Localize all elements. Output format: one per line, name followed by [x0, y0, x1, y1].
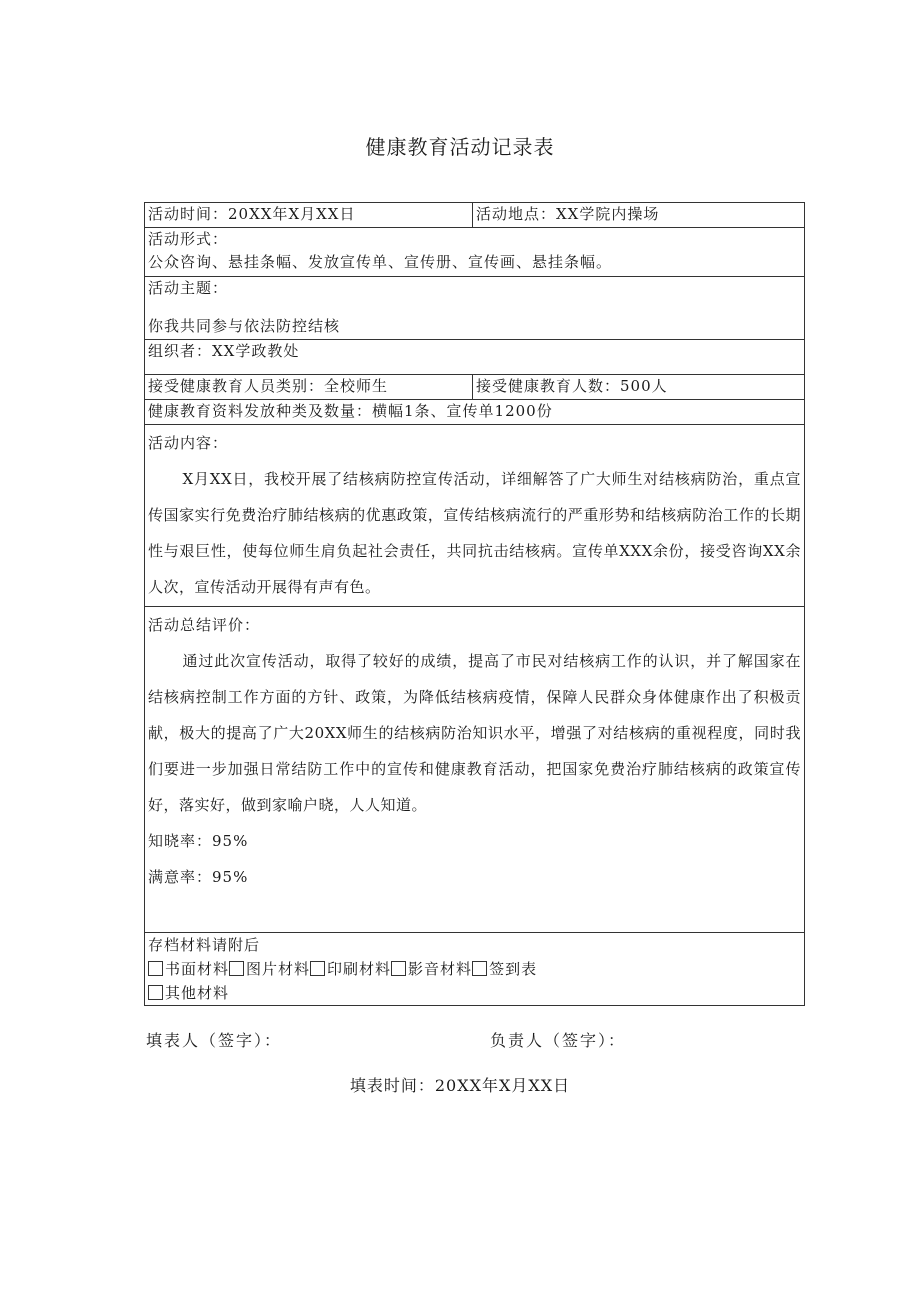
checkbox-printed-materials[interactable]: 印刷材料 [310, 960, 391, 978]
activity-theme-value: 你我共同参与依法防控结核 [148, 317, 341, 335]
summary-label: 活动总结评价： [148, 616, 261, 634]
content-text: X月XX日，我校开展了结核病防控宣传活动，详细解答了广大师生对结核病防治，重点宣传国家实行免费治疗肺结核病的优惠政策，宣传结核病流行的严重形势和结核病防治工作的长期性与艰巨性，使每位师生肩负起社会责任，共同抗击结核病。宣传单XXX余份，接受咨询XX余人次，宣传活动开展得有声有色。 [148, 470, 801, 596]
filler-signature: 填表人（签字）： [146, 1031, 283, 1050]
checkbox-square-icon [310, 961, 325, 976]
satisfaction-rate: 满意率：95% [148, 868, 249, 886]
summary-cell [145, 607, 805, 933]
activity-location: 活动地点：XX学院内操场 [473, 203, 805, 228]
table-row [145, 375, 805, 400]
archive-options-row-1 [148, 957, 801, 981]
responsible-signature: 负责人（签字）： [490, 1031, 627, 1050]
table-row [145, 607, 805, 933]
checkbox-picture-materials[interactable]: 图片材料 [229, 960, 310, 978]
table-row [145, 277, 805, 340]
archive-cell [145, 933, 805, 1006]
archive-options-row-2 [148, 981, 801, 1005]
checkbox-written-materials[interactable]: 书面材料 [148, 960, 229, 978]
checkbox-square-icon [148, 961, 163, 976]
summary-text: 通过此次宣传活动，取得了较好的成绩，提高了市民对结核病工作的认识，并了解国家在结核病控制工作方面的方针、政策，为降低结核病疫情，保障人民群众身体健康作出了积极贡献，极大的提高了广大20XX师生的结核病防治知识水平，增强了对结核病的重视程度，同时我们要进一步加强日常结防工作中的宣传和健康教育活动，把国家免费治疗肺结核病的政策宣传好，落实好，做到家喻户晓，人人知道。 [148, 652, 801, 814]
materials-distributed: 健康教育资料发放种类及数量：横幅1条、宣传单1200份 [145, 400, 805, 425]
activity-form-value: 公众咨询、悬挂条幅、发放宣传单、宣传册、宣传画、悬挂条幅。 [148, 253, 613, 271]
table-row [145, 425, 805, 607]
content-label: 活动内容： [148, 434, 229, 452]
checkbox-audio-video-materials[interactable]: 影音材料 [391, 960, 472, 978]
table-row [145, 228, 805, 277]
audience-count: 接受健康教育人数：500人 [473, 375, 805, 400]
record-table [144, 202, 805, 1006]
content-cell [145, 425, 805, 607]
checkbox-square-icon [229, 961, 244, 976]
table-row [145, 400, 805, 425]
table-row [145, 203, 805, 228]
activity-theme-cell [145, 277, 805, 340]
audience-category: 接受健康教育人员类别：全校师生 [145, 375, 473, 400]
checkbox-square-icon [148, 985, 163, 1000]
checkbox-sign-in-sheet[interactable]: 签到表 [472, 960, 537, 978]
activity-theme-label: 活动主题： [148, 279, 229, 297]
activity-form-label: 活动形式： [148, 230, 229, 248]
organizer: 组织者：XX学政教处 [145, 340, 805, 375]
checkbox-square-icon [472, 961, 487, 976]
table-row [145, 340, 805, 375]
activity-form-cell [145, 228, 805, 277]
activity-time: 活动时间：20XX年X月XX日 [145, 203, 473, 228]
checkbox-other-materials[interactable]: 其他材料 [148, 984, 229, 1002]
awareness-rate: 知晓率：95% [148, 832, 249, 850]
fill-date: 填表时间：20XX年X月XX日 [349, 1076, 571, 1095]
archive-label: 存档材料请附后 [148, 936, 261, 954]
table-row [145, 933, 805, 1006]
checkbox-square-icon [391, 961, 406, 976]
page-title: 健康教育活动记录表 [365, 135, 555, 159]
